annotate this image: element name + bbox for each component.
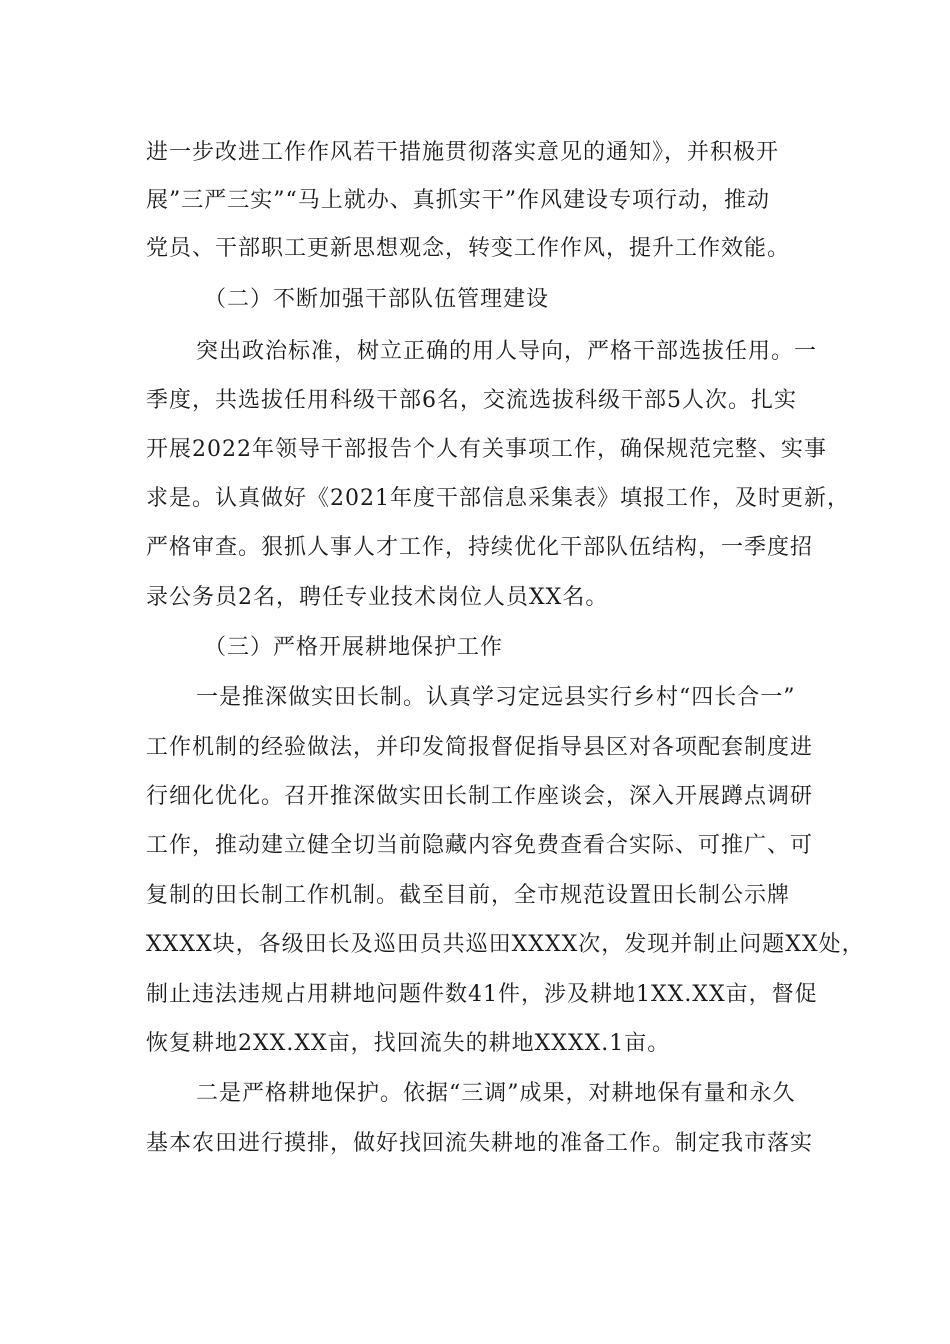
paragraph-line: 展”三严三实”“马上就办、真抓实干”作风建设专项行动，推动: [146, 188, 770, 213]
section-heading: （二）不断加强干部队伍管理建设: [204, 287, 550, 312]
paragraph-line: 行细化优化。召开推深做实田长制工作座谈会，深入开展蹲点调研: [146, 784, 814, 809]
paragraph-line: XXXX块，各级田长及巡田员共巡田XXXX次，发现并制止问题XX处，: [146, 932, 865, 957]
paragraph-line: 开展2022年领导干部报告个人有关事项工作，确保规范完整、实事: [146, 437, 827, 462]
paragraph-line: 突出政治标准，树立正确的用人导向，严格干部选拔任用。一: [196, 339, 818, 364]
paragraph-line: 恢复耕地2XX.XX亩，找回流失的耕地XXXX.1亩。: [146, 1031, 671, 1056]
paragraph-line: 求是。认真做好《2021年度干部信息采集表》填报工作，及时更新，: [146, 486, 850, 511]
paragraph-line: 工作，推动建立健全切当前隐藏内容免费查看合实际、可推广、可: [146, 833, 814, 858]
paragraph-line: 党员、干部职工更新思想观念，转变工作作风，提升工作效能。: [146, 236, 791, 261]
paragraph-line: 基本农田进行摸排，做好找回流失耕地的准备工作。制定我市落实: [146, 1131, 814, 1156]
paragraph-line: 季度，共选拔任用科级干部6名，交流选拔科级干部5人次。扎实: [146, 388, 797, 413]
paragraph-line: 二是严格耕地保护。依据“三调”成果，对耕地保有量和永久: [196, 1081, 796, 1106]
section-heading: （三）严格开展耕地保护工作: [204, 635, 504, 660]
paragraph-line: 复制的田长制工作机制。截至目前，全市规范设置田长制公示牌: [146, 883, 791, 908]
paragraph-line: 严格审查。狠抓人事人才工作，持续优化干部队伍结构，一季度招: [146, 535, 814, 560]
paragraph-line: 工作机制的经验做法，并印发简报督促指导县区对各项配套制度进: [146, 735, 814, 760]
paragraph-line: 录公务员2名，聘任专业技术岗位人员XX名。: [146, 585, 609, 610]
paragraph-line: 制止违法违规占用耕地问题件数41件，涉及耕地1XX.XX亩，督促: [146, 982, 818, 1007]
paragraph-line: 进一步改进工作作风若干措施贯彻落实意见的通知》，并积极开: [146, 140, 780, 165]
paragraph-line: 一是推深做实田长制。认真学习定远县实行乡村“四长合一”: [196, 685, 796, 710]
